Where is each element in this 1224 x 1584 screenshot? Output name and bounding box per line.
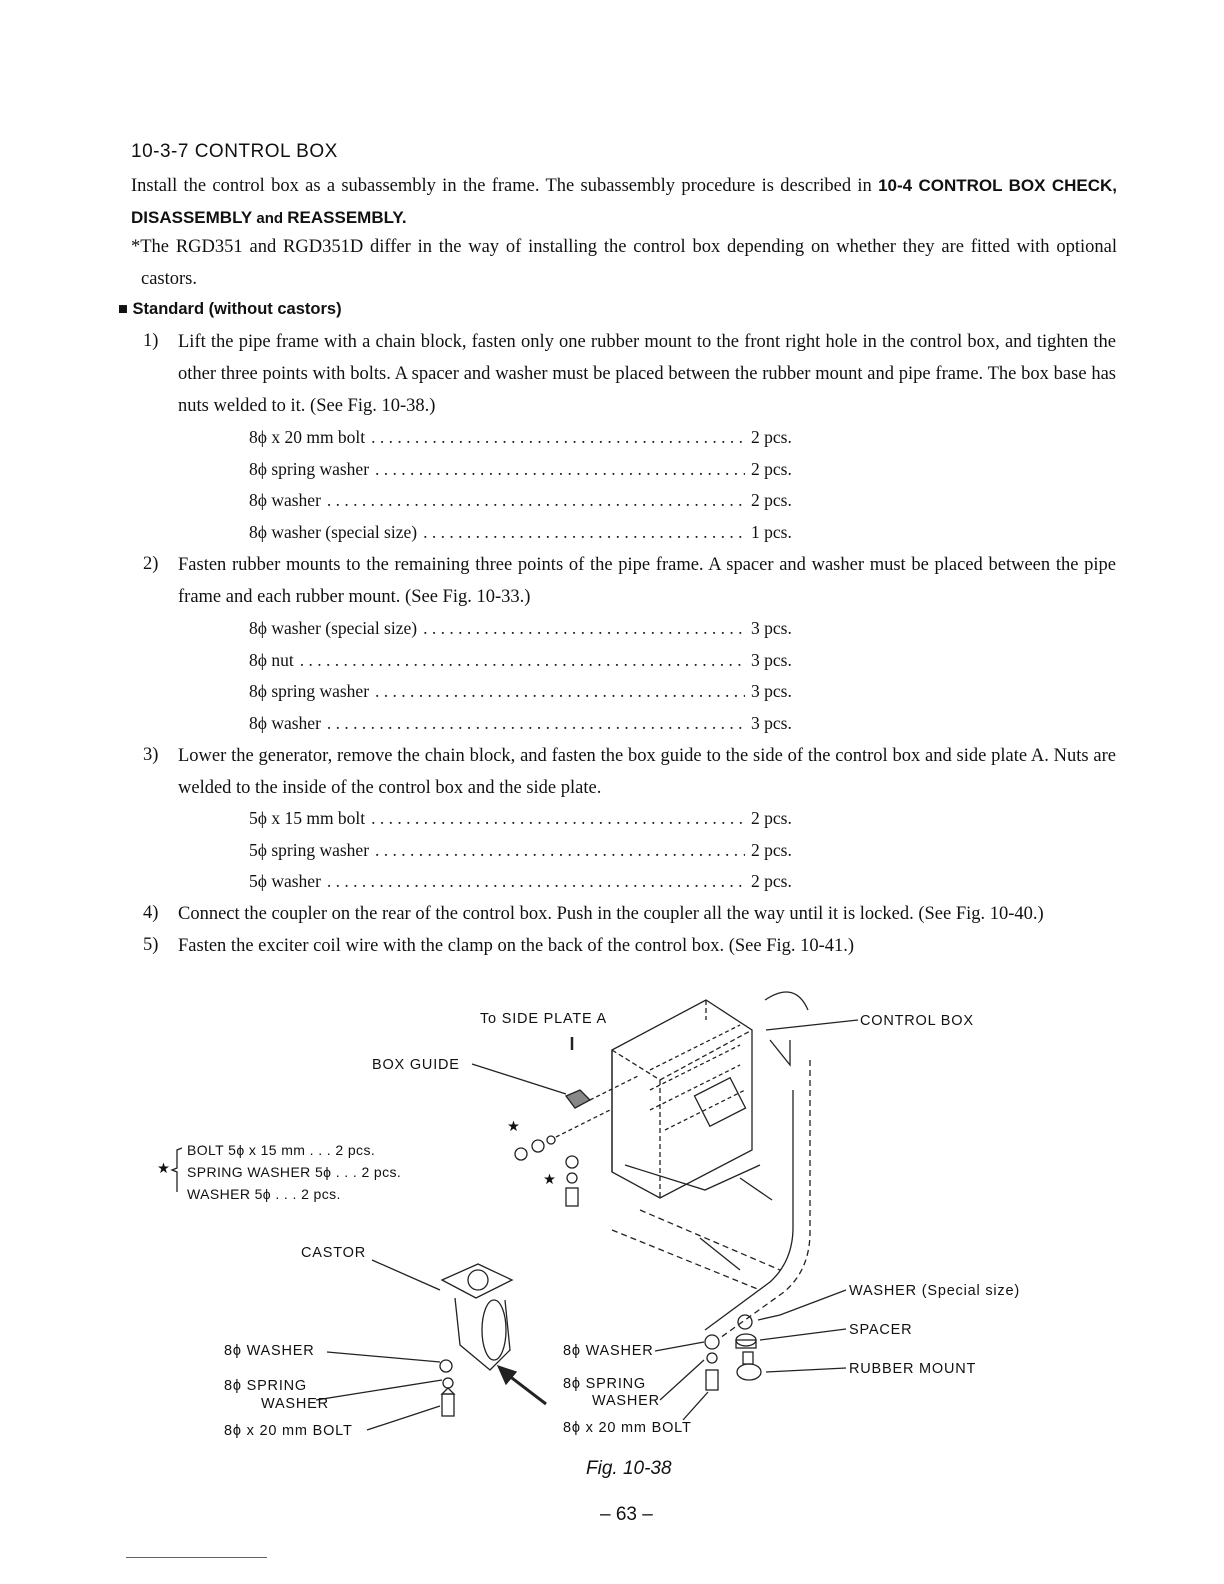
label-mid-spring-2: WASHER: [592, 1393, 660, 1409]
label-left-washer: 8ϕ WASHER: [224, 1343, 315, 1359]
part-qty: 2 pcs.: [751, 458, 792, 479]
intro-text: Install the control box as a subassembly in the frame. The subassembly procedure is described in: [131, 176, 879, 196]
part-name: 8ϕ washer: [249, 713, 321, 734]
part-name: 5ϕ washer: [249, 871, 321, 892]
label-mid-bolt: 8ϕ x 20 mm BOLT: [563, 1420, 692, 1436]
label-box-guide: BOX GUIDE: [372, 1057, 460, 1073]
star-icon: ★: [157, 1161, 171, 1177]
star-icon: ★: [543, 1172, 557, 1188]
part-qty: 3 pcs.: [751, 681, 792, 702]
step-text: Connect the coupler on the rear of the control box. Push in the coupler all the way until it is locked. (See Fig. 10-40.): [178, 904, 1044, 924]
step-number: 3): [143, 745, 159, 765]
star-icon: ★: [507, 1119, 521, 1135]
label-left-spring-2: WASHER: [261, 1396, 329, 1412]
label-washer-5: WASHER 5ϕ . . . 2 pcs.: [187, 1186, 341, 1202]
part-name: 8ϕ washer (special size): [249, 618, 418, 639]
step-text: Lower the generator, remove the chain block, and fasten the box guide to the side of the control box and side plate A. Nuts are welded to the inside of the control box and the side plate.: [178, 746, 1116, 798]
leader-box-guide: [472, 1064, 566, 1094]
step-number: 1): [143, 331, 159, 351]
part-name: 8ϕ nut: [249, 649, 294, 670]
part-qty: 3 pcs.: [751, 649, 792, 670]
part-qty: 2 pcs.: [751, 490, 792, 511]
intro-ref-and: and: [252, 210, 288, 227]
label-spacer: SPACER: [849, 1322, 913, 1338]
part-qty: 3 pcs.: [751, 618, 792, 639]
label-washer-special: WASHER (Special size): [849, 1283, 1020, 1299]
part-qty: 2 pcs.: [751, 808, 792, 829]
step-number: 5): [143, 935, 159, 955]
part-name: 5ϕ spring washer: [249, 839, 370, 860]
page-number: – 63 –: [600, 1504, 653, 1525]
part-name: 8ϕ washer: [249, 490, 321, 511]
part-name: 8ϕ washer (special size): [249, 522, 418, 543]
label-spring-washer-5: SPRING WASHER 5ϕ . . . 2 pcs.: [187, 1164, 402, 1180]
label-left-bolt: 8ϕ x 20 mm BOLT: [224, 1423, 353, 1439]
section-title: ■ Standard (without castors): [118, 300, 342, 318]
step-text: Fasten rubber mounts to the remaining three points of the pipe frame. A spacer and washer must be placed between the pipe frame and each rubber mount. (See Fig. 10-33.): [178, 555, 1116, 607]
intro-ref-a: 10-4 CONTROL BOX CHECK, DISASSEMBLY: [131, 176, 1117, 227]
part-qty: 3 pcs.: [751, 713, 792, 734]
part-name: 5ϕ x 15 mm bolt: [249, 808, 366, 829]
label-mid-spring: 8ϕ SPRING: [563, 1376, 647, 1392]
part-qty: 1 pcs.: [751, 522, 792, 543]
section-heading: 10-3-7 CONTROL BOX: [131, 141, 338, 162]
part-name: 8ϕ spring washer: [249, 458, 370, 479]
control-box-outline: [612, 1000, 752, 1198]
intro-ref-b: REASSEMBLY.: [287, 208, 407, 227]
footer-rule: [126, 1557, 267, 1558]
label-rubber-mount: RUBBER MOUNT: [849, 1361, 977, 1377]
step-text: Fasten the exciter coil wire with the clamp on the back of the control box. (See Fig. 10-41.): [178, 936, 855, 956]
label-castor: CASTOR: [301, 1245, 366, 1261]
step-number: 2): [143, 554, 159, 574]
note-paragraph: *The RGD351 and RGD351D differ in the way of installing the control box depending on whether they are fitted with optional castors.: [131, 237, 1117, 289]
figure-caption: Fig. 10-38: [586, 1458, 672, 1479]
label-bolt-5: BOLT 5ϕ x 15 mm . . . 2 pcs.: [187, 1142, 376, 1158]
part-qty: 2 pcs.: [751, 839, 792, 860]
label-side-plate: To SIDE PLATE A: [480, 1011, 607, 1027]
step-number: 4): [143, 903, 159, 923]
part-name: 8ϕ x 20 mm bolt: [249, 427, 366, 448]
part-name: 8ϕ spring washer: [249, 681, 370, 702]
part-qty: 2 pcs.: [751, 871, 792, 892]
step-text: Lift the pipe frame with a chain block, fasten only one rubber mount to the front right hole in the control box, and tighten the other three points with bolts. A spacer and washer must be placed between the rubber mount and pipe frame. The box base has nuts welded to it. (See Fig. 10-38.): [178, 332, 1116, 416]
label-left-spring: 8ϕ SPRING: [224, 1378, 308, 1394]
part-qty: 2 pcs.: [751, 427, 792, 448]
label-control-box: CONTROL BOX: [860, 1013, 974, 1029]
label-mid-washer: 8ϕ WASHER: [563, 1343, 654, 1359]
